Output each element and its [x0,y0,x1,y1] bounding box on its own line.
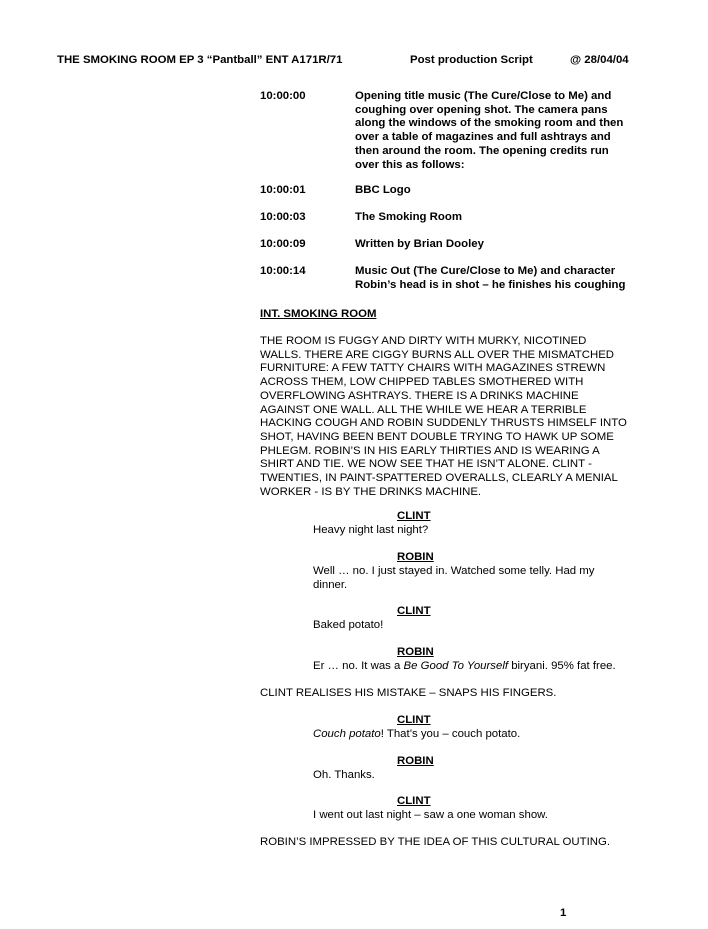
action-line: CLINT REALISES HIS MISTAKE – SNAPS HIS FINGERS. [260,687,557,699]
action-paragraph: THE ROOM IS FUGGY AND DIRTY WITH MURKY, NICOTINED WALLS. THERE ARE CIGGY BURNS ALL OVER THE MISMATCHED FURNITURE: A FEW TATTY CHAIRS WITH MAGAZINES STREWN ACROSS THEM, LOW CHIPPED TABLES SMOTHERED WITH OVERFLOWING ASHTRAYS. THERE IS A DRINKS MACHINE AGAINST ONE WALL. ALL THE WHILE WE HEAR A TERRIBLE HACKING COUGH AND ROBIN SUDDENLY THRUSTS HIMSELF INTO SHOT, HAVING BEEN BENT DOUBLE TRYING TO HAWK UP SOME PHLEGM. ROBIN’S IN HIS EARLY THIRTIES AND IS WEARING A SHIRT AND TIE. WE NOW SEE THAT HE ISN’T ALONE. CLINT - TWENTIES, IN PAINT-SPATTERED OVERALLS, CLEARLY A MENIAL WORKER - IS BY THE DRINKS MACHINE. [260,335,627,498]
dialogue-line: Well … no. I just stayed in. Watched some telly. Had my dinner. [313,565,595,591]
dialogue-line: Couch potato! That’s you – couch potato. [313,728,521,740]
script-date: @ 28/04/04 [570,54,629,66]
timecode-description: The Smoking Room [355,211,462,223]
page-number: 1 [560,907,567,919]
timecode: 10:00:00 [260,90,306,102]
scene-heading: INT. SMOKING ROOM [260,308,377,320]
character-name: ROBIN [397,755,434,767]
timecode-description: BBC Logo [355,184,411,196]
character-name: ROBIN [397,646,434,658]
character-name: CLINT [397,714,431,726]
dialogue-line: Heavy night last night? [313,524,429,536]
timecode: 10:00:09 [260,238,306,250]
timecode-description: Written by Brian Dooley [355,238,484,250]
dialogue-line: Er … no. It was a Be Good To Yourself biryani. 95% fat free. [313,660,616,672]
timecode: 10:00:01 [260,184,306,196]
timecode: 10:00:14 [260,265,306,277]
dialogue-line: Oh. Thanks. [313,769,375,781]
script-type: Post production Script [410,54,533,66]
timecode-description: Music Out (The Cure/Close to Me) and character Robin’s head is in shot – he finishes his coughing [355,265,626,291]
character-name: ROBIN [397,551,434,563]
action-line: ROBIN’S IMPRESSED BY THE IDEA OF THIS CULTURAL OUTING. [260,836,611,848]
dialogue-line: I went out last night – saw a one woman show. [313,809,548,821]
timecode: 10:00:03 [260,211,306,223]
dialogue-line: Baked potato! [313,619,384,631]
script-title: THE SMOKING ROOM EP 3 “Pantball” ENT A171R/71 [57,54,343,66]
timecode-description: Opening title music (The Cure/Close to Me) and coughing over opening shot. The camera pans along the windows of the smoking room and then over a table of magazines and full ashtrays and then around the room. The opening credits run over this as follows: [355,90,624,171]
character-name: CLINT [397,605,431,617]
character-name: CLINT [397,795,431,807]
character-name: CLINT [397,510,431,522]
